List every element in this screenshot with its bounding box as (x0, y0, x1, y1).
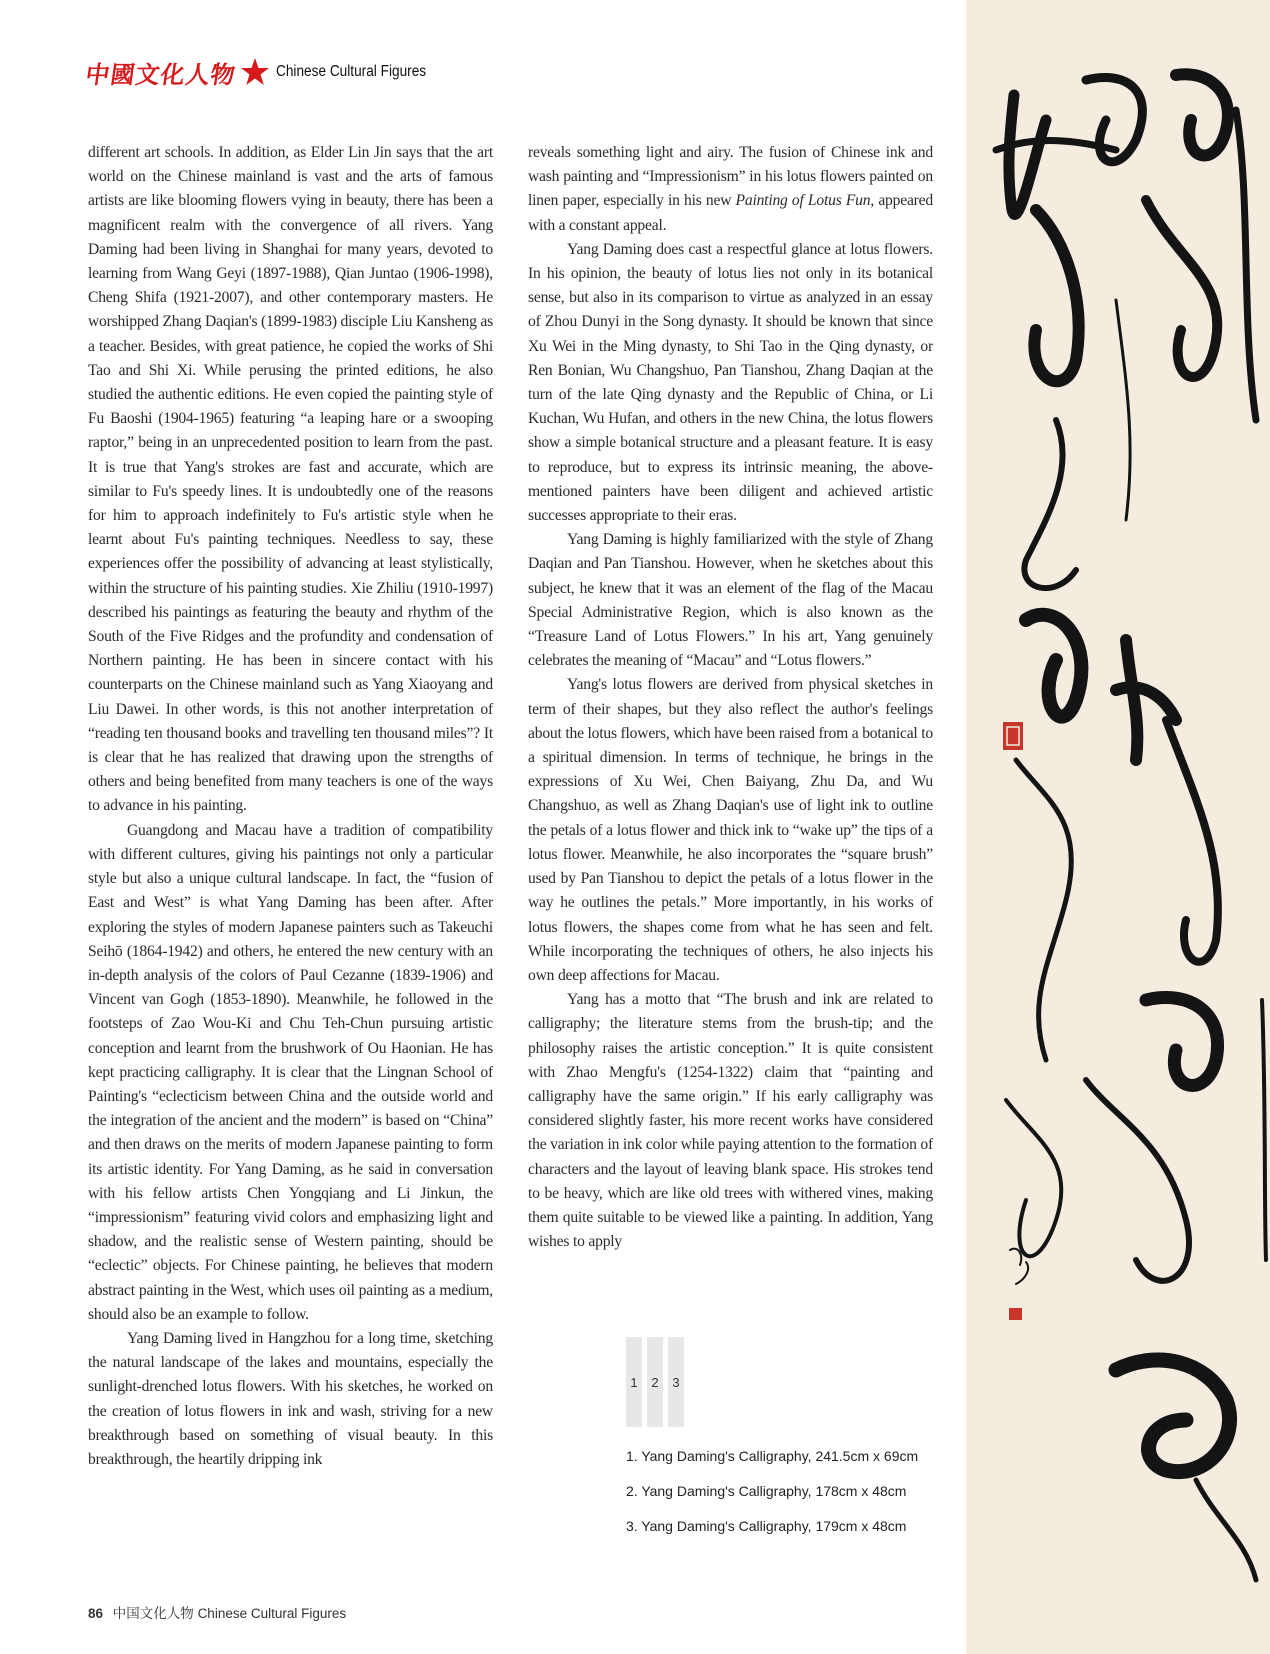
seal-stamp (1009, 1308, 1022, 1320)
paragraph: Guangdong and Macau have a tradition of compatibility with different cultures, giving his paintings not only a particular style but also a unique cultural landscape. In fact, the “fusion of East and West” is what Yang Daming has been after. After exploring the styles of modern Japanese painters such as Takeuchi Seihō (1864-1942) and others, he entered the new century with an in-depth analysis of the colors of Paul Cezanne (1839-1906) and Vincent van Gogh (1853-1890). Meanwhile, he followed in the footsteps of Zao Wou-Ki and Chu Teh-Chun pursuing artistic conception and learnt from the brushwork of Ou Haonian. He has kept practicing calligraphy. It is clear that the Lingnan School of Painting's “eclecticism between China and the outside world and the integration of the ancient and the modern” is based on “China” and then draws on the merits of modern Japanese painting to form its artistic identity. For Yang Daming, as he said in conversation with his fellow artists Chen Yongqiang and Li Jinkun, the “impressionism” featuring vivid colors and emphasizing light and shadow, and the realistic sense of Western painting, should be “eclectic” objects. For Chinese painting, he believes that modern abstract painting in the West, which uses oil painting as a medium, should also be an example to follow. (88, 821, 493, 1323)
page-footer (88, 1602, 346, 1622)
paragraph (528, 141, 933, 238)
paragraph-text: , appeared with a constant appeal. (528, 192, 933, 234)
plate-number: 2 (647, 1337, 663, 1427)
paragraph: different art schools. In addition, as Elder Lin Jin says that the art world on the Chinese mainland is vast and the arts of famous artists are like blooming flowers vying in beauty, there has been a magnificent realm with the convergence of all rivers. Yang Daming had been living in Shanghai for many years, devoted to learning from Wang Geyi (1897-1988), Qian Juntao (1906-1998), Cheng Shifa (1921-2007), and other contemporary masters. He worshipped Zhang Daqian's (1899-1983) disciple Liu Kansheng as a teacher. Besides, with great patience, he copied the works of Shi Tao and Shi Xi. While perusing the printed editions, he also studied the authentic editions. He even copied the painting style of Fu Baoshi (1904-1965) featuring “a leaping hare or a swooping raptor,” being in an unprecedented position to learn from the past. It is true that Yang's strokes are fast and accurate, which are similar to Fu's speedy lines. It is undoubtedly one of the reasons for him to approach indefinitely to Fu's artistic style when he learnt about Fu's painting techniques. Needless to say, these experiences offer the possibility of advancing at least stylistically, within the structure of his painting studies. Xie Zhiliu (1910-1997) described his paintings as featuring the beauty and rhythm of the South of the Five Ridges and the profundity and condensation of Northern painting. He has been in sincere contact with his counterparts on the Chinese mainland such as Yang Xiaoyang and Liu Dawei. In other words, is this not another interpretation of “reading ten thousand books and travelling ten thousand miles”? It is clear that he has realized that drawing upon the strengths of others and being benefited from many teachers is one of the ways to advance in his painting. (88, 144, 493, 815)
red-star-icon (240, 57, 270, 87)
caption: 1. Yang Daming's Calligraphy, 241.5cm x 69cm (626, 1448, 919, 1464)
footer-publication-chinese: 中国文化人物 (112, 1606, 194, 1621)
footer-publication-english: Chinese Cultural Figures (197, 1606, 347, 1621)
plate-index (626, 1337, 689, 1427)
page-number: 86 (88, 1606, 104, 1621)
seal-stamp (1003, 722, 1023, 750)
artwork-title: Painting of Lotus Fun (735, 192, 871, 210)
page-header (83, 52, 447, 92)
paragraph: Yang has a motto that “The brush and ink are related to calligraphy; the literature stems from the brush-tip; and the philosophy raises the artistic conception.” It is quite consistent with Zhao Mengfu's (1254-1322) claim that “painting and calligraphy have the same origin.” If his early calligraphy was considered slightly faster, his more recent works have considered the variation in ink color while paying attention to the formation of characters and the layout of leaving blank space. His strokes tend to be heavy, which are like old trees with withered vines, making them quite suitable to be viewed like a painting. In addition, Yang wishes to apply (528, 991, 933, 1251)
paragraph: Yang's lotus flowers are derived from physical sketches in term of their shapes, but they also reflect the author's feelings about the lotus flowers, which have been raised from a botanical to a spiritual dimension. In terms of technique, he brings in the expressions of Xu Wei, Chen Baiyang, Zhu Da, and Wu Changshuo, as well as Zhang Daqian's use of light ink to outline the petals of a lotus flower and thick ink to “wake up” the tips of a lotus flower. Meanwhile, he also incorporates the “square brush” used by Pan Tianshou to depict the petals of a lotus flower in the way he outlines the petals.” More importantly, in his works of lotus flowers, the shapes come from what he has seen and felt. While incorporating the techniques of others, he also injects his own deep affections for Macau. (528, 676, 933, 984)
figure-captions (626, 1446, 936, 1551)
paragraph: Yang Daming is highly familiarized with the style of Zhang Daqian and Pan Tianshou. However, when he sketches about this subject, he knew that it was an element of the flag of the Macau Special Administrative Region, which is also known as the “Treasure Land of Lotus Flowers.” In his art, Yang genuinely celebrates the meaning of “Macau” and “Lotus flowers.” (528, 531, 933, 670)
article-column-right (528, 141, 933, 1254)
article-column-left (88, 141, 493, 1472)
caption: 2. Yang Daming's Calligraphy, 178cm x 48cm (626, 1483, 907, 1499)
calligraphy-brushwork (966, 0, 1270, 1654)
plate-number: 1 (626, 1337, 642, 1427)
paragraph: Yang Daming does cast a respectful glance at lotus flowers. In his opinion, the beauty of lotus lies not only in its botanical sense, but also in its comparison to virtue as analyzed in an essay of Zhou Dunyi in the Song dynasty. It should be known that since Xu Wei in the Ming dynasty, to Shi Tao in the Qing dynasty, or Ren Bonian, Wu Changshuo, Pan Tianshou, Zhang Daqian at the turn of the late Qing dynasty and the Republic of China, or Li Kuchan, Wu Hufan, and others in the new China, the lotus flowers show a simple botanical structure and a pleasant feature. It is easy to reproduce, but to express its intrinsic meaning, the above-mentioned painters have been diligent and achieved artistic successes appropriate to their eras. (528, 240, 933, 525)
paragraph-text: reveals something light and airy. The fusion of Chinese ink and wash painting and “Impressionism” in his lotus flowers painted on linen paper, especially in his new (528, 144, 933, 210)
caption: 3. Yang Daming's Calligraphy, 179cm x 48cm (626, 1518, 907, 1534)
plate-number: 3 (668, 1337, 684, 1427)
magazine-title-chinese: 中國文化人物 (83, 59, 238, 89)
calligraphy-scroll-image (966, 0, 1270, 1654)
magazine-title-english: Chinese Cultural Figures (276, 63, 427, 80)
paragraph: Yang Daming lived in Hangzhou for a long time, sketching the natural landscape of the lakes and mountains, especially the sunlight-drenched lotus flowers. With his sketches, he worked on the creation of lotus flowers in ink and wash, striving for a new breakthrough based on something of visual beauty. In this breakthrough, the heartily dripping ink (88, 1329, 493, 1468)
